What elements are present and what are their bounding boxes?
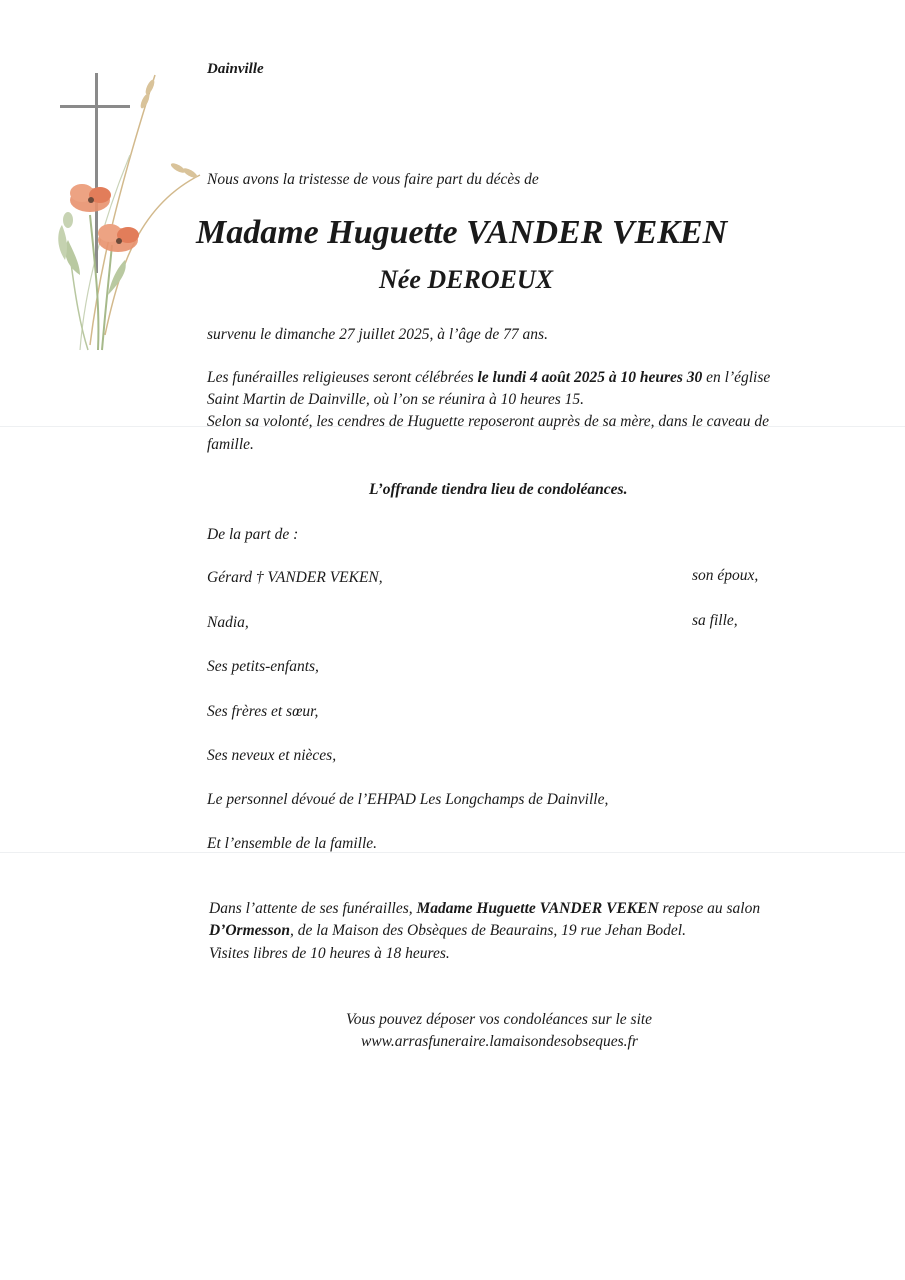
family-member: Ses petits-enfants, (207, 658, 319, 675)
cross-poppies-emblem (50, 65, 220, 355)
poppy-flower (70, 184, 111, 212)
rest-text: , de la Maison des Obsèques de Beaurains, 19 rue Jehan Bodel. (289, 922, 686, 939)
family-member: Gérard † VANDER VEKEN, (207, 569, 383, 586)
place-heading: Dainville (207, 61, 264, 77)
family-relation: son époux, (692, 567, 759, 584)
family-member: Ses frères et sœur, (207, 703, 319, 720)
paper-fold-line (0, 852, 905, 853)
condolences-website: www.arrasfuneraire.lamaisondesobseques.fr (361, 1033, 638, 1050)
death-announcement: survenu le dimanche 27 juillet 2025, à l’âge de 77 ans. (207, 326, 548, 343)
family-member: Et l’ensemble de la famille. (207, 835, 378, 852)
funeral-line-2: Saint Martin de Dainville, où l’on se réunira à 10 heures 15. (207, 391, 584, 408)
condolences-line: Vous pouvez déposer vos condoléances sur le site (346, 1011, 653, 1028)
salon-name: D’Ormesson (209, 922, 290, 939)
funeral-text: Les funérailles religieuses seront célébrées (207, 369, 478, 386)
family-member: Le personnel dévoué de l’EHPAD Les Longchamps de Dainville, (207, 791, 609, 808)
from-label: De la part de : (207, 526, 299, 543)
funeral-line-3: Selon sa volonté, les cendres de Huguette reposeront auprès de sa mère, dans le caveau de (207, 413, 770, 430)
funeral-text: en l’église (702, 369, 771, 386)
rest-name: Madame Huguette VANDER VEKEN (416, 900, 659, 917)
rest-text: Dans l’attente de ses funérailles, (209, 900, 417, 917)
offering-note: L’offrande tiendra lieu de condoléances. (369, 481, 628, 498)
maiden-name: Née DEROEUX (379, 265, 554, 294)
family-relation: sa fille, (692, 612, 738, 629)
funeral-date: le lundi 4 août 2025 à 10 heures 30 (477, 369, 703, 386)
family-member: Ses neveux et nièces, (207, 747, 337, 764)
visiting-hours: Visites libres de 10 heures à 18 heures. (209, 945, 450, 962)
rest-line-1 (209, 900, 760, 918)
intro-text: Nous avons la tristesse de vous faire part du décès de (207, 171, 539, 188)
rest-line-2 (209, 922, 686, 940)
rest-text: repose au salon (658, 900, 761, 917)
deceased-name: Madame Huguette VANDER VEKEN (196, 214, 728, 251)
poppy-flower (98, 224, 139, 252)
funeral-line-1 (207, 369, 770, 387)
funeral-line-4: famille. (207, 436, 254, 453)
family-member: Nadia, (207, 614, 249, 631)
